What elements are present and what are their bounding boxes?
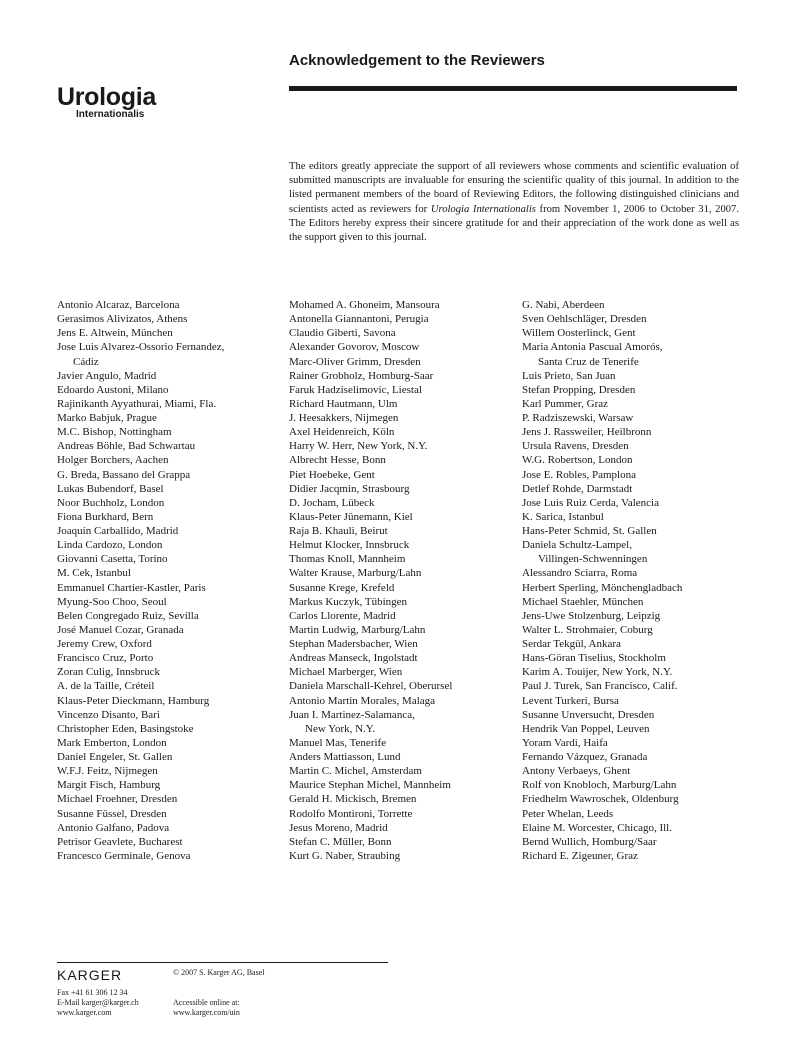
reviewer-entry: Fiona Burkhard, Bern (57, 510, 154, 523)
reviewer-column-2 (289, 298, 517, 863)
reviewer-entry: Alexander Govorov, Moscow (289, 341, 420, 354)
reviewer-entry: Mohamed A. Ghoneim, Mansoura (289, 299, 440, 311)
reviewer-entry: Daniela Marschall-Kehrel, Oberursel (289, 680, 453, 693)
reviewer-column-1 (57, 298, 285, 863)
reviewer-entry: Hans-Peter Schmid, St. Gallen (522, 525, 657, 537)
reviewer-entry: Luis Prieto, San Juan (522, 369, 616, 382)
reviewer-entry: Jens E. Altwein, München (57, 327, 173, 340)
reviewer-entry: Antony Verbaeys, Ghent (522, 765, 631, 778)
reviewer-entry: Klaus-Peter Jünemann, Kiel (289, 510, 413, 523)
reviewer-entry: W.G. Robertson, London (522, 454, 633, 467)
reviewer-entry: Rolf von Knobloch, Marburg/Lahn (522, 779, 677, 792)
reviewer-entry: Helmut Klocker, Innsbruck (289, 539, 410, 552)
reviewer-entry: D. Jocham, Lübeck (289, 496, 375, 509)
reviewer-entry: Peter Whelan, Leeds (522, 807, 614, 820)
reviewer-entry: Faruk Hadziselimovic, Liestal (289, 383, 422, 396)
reviewer-entry: Willem Oosterlinck, Gent (522, 327, 636, 340)
reviewer-entry: Maurice Stephan Michel, Mannheim (289, 779, 451, 792)
reviewer-entry: Elaine M. Worcester, Chicago, Ill. (522, 821, 672, 834)
reviewer-entry: Serdar Tekgül, Ankara (522, 638, 621, 650)
reviewer-entry: Sven Oehlschläger, Dresden (522, 313, 647, 326)
reviewer-entry: G. Breda, Bassano del Grappa (57, 468, 191, 481)
reviewer-entry: Claudio Giberti, Savona (289, 327, 396, 340)
reviewer-entry: Daniela Schultz-Lampel, (522, 539, 632, 552)
reviewer-entry: José Manuel Cozar, Granada (57, 623, 184, 636)
reviewer-entry: Kurt G. Naber, Straubing (289, 849, 401, 862)
journal-logo-name: Urologia (57, 83, 156, 111)
reviewer-entry: Edoardo Austoni, Milano (57, 383, 169, 396)
reviewer-entry: Alessandro Sciarra, Roma (522, 567, 638, 580)
reviewer-entry: Juan I. Martinez-Salamanca, (289, 708, 415, 721)
footer-rule (57, 962, 388, 963)
page-title: Acknowledgement to the Reviewers (289, 52, 545, 69)
reviewer-entry: Myung-Soo Choo, Seoul (57, 595, 167, 608)
reviewer-entry: Francisco Cruz, Porto (57, 652, 154, 665)
reviewer-entry: Maria Antonia Pascual Amorós, (522, 341, 663, 354)
reviewer-entry: Piet Hoebeke, Gent (289, 468, 375, 481)
reviewer-entry: Rajinikanth Ayyathurai, Miami, Fla. (57, 397, 217, 410)
reviewer-entry: Martin C. Michel, Amsterdam (289, 765, 422, 778)
reviewer-entry: Susanne Füssel, Dresden (57, 807, 167, 820)
online-access-url: www.karger.com/uin (173, 1008, 240, 1017)
reviewer-entry: Marc-Oliver Grimm, Dresden (289, 355, 421, 368)
reviewer-entry: Manuel Mas, Tenerife (289, 736, 387, 749)
reviewer-entry: Jens J. Rassweiler, Heilbronn (522, 426, 652, 439)
reviewer-entry: Stephan Madersbacher, Wien (289, 638, 418, 650)
reviewer-entry: Margit Fisch, Hamburg (57, 779, 161, 792)
reviewer-entry: Francesco Germinale, Genova (57, 849, 191, 862)
reviewer-entry: Hans-Göran Tiselius, Stockholm (522, 652, 666, 665)
reviewer-entry: Belen Congregado Ruiz, Sevilla (57, 609, 199, 622)
reviewer-entry: Gerasimos Alivizatos, Athens (57, 313, 188, 326)
reviewer-entry-continued: Santa Cruz de Tenerife (538, 355, 639, 368)
intro-paragraph (289, 160, 739, 245)
reviewer-entry: Harry W. Herr, New York, N.Y. (289, 440, 428, 453)
reviewer-entry: Marko Babjuk, Prague (57, 412, 157, 424)
reviewer-entry: Carlos Llorente, Madrid (289, 609, 396, 622)
reviewer-entry: Michael Marberger, Wien (289, 666, 403, 679)
reviewer-entry: Antonio Alcaraz, Barcelona (57, 299, 180, 311)
reviewer-entry: Anders Mattiasson, Lund (289, 751, 401, 763)
reviewer-entry: Axel Heidenreich, Köln (289, 426, 395, 439)
reviewer-entry: Hendrik Van Poppel, Leuven (522, 722, 650, 735)
reviewer-entry: Markus Kuczyk, Tübingen (289, 595, 408, 608)
reviewer-entry: Albrecht Hesse, Bonn (289, 454, 386, 467)
copyright-notice: © 2007 S. Karger AG, Basel (173, 968, 265, 977)
publisher-website: www.karger.com (57, 1008, 112, 1017)
online-access (173, 998, 240, 1018)
reviewer-entry: Antonio Martin Morales, Malaga (289, 694, 436, 707)
reviewer-entry: Rodolfo Montironi, Torrette (289, 807, 413, 820)
reviewer-entry: Javier Angulo, Madrid (57, 369, 157, 382)
reviewer-entry: Jesus Moreno, Madrid (289, 821, 388, 834)
reviewer-entry: Vincenzo Disanto, Bari (57, 708, 160, 721)
email-address: E-Mail karger@karger.ch (57, 998, 139, 1007)
reviewer-entry: Noor Buchholz, London (57, 496, 165, 509)
intro-text-end: from November 1, 2006 to October 31, 2007. The Editors hereby express their sincere gratitude for and their appreciation of the work done as well as the support given to this journal. (289, 203, 739, 244)
reviewer-entry: Stefan C. Müller, Bonn (289, 835, 392, 848)
reviewer-entry: Detlef Rohde, Darmstadt (522, 482, 633, 495)
reviewer-entry: Karim A. Touijer, New York, N.Y. (522, 666, 673, 679)
reviewer-entry: Christopher Eden, Basingstoke (57, 722, 194, 735)
reviewer-entry: Linda Cardozo, London (57, 539, 163, 552)
reviewer-entry: Daniel Engeler, St. Gallen (57, 751, 173, 763)
reviewer-entry: Lukas Bubendorf, Basel (57, 482, 164, 495)
reviewer-entry: Thomas Knoll, Mannheim (289, 553, 406, 566)
reviewer-entry-continued: Villingen-Schwenningen (538, 553, 648, 566)
reviewer-entry: Rainer Grobholz, Homburg-Saar (289, 369, 434, 382)
reviewer-entry: Bernd Wullich, Homburg/Saar (522, 835, 657, 848)
reviewer-entry: Klaus-Peter Dieckmann, Hamburg (57, 694, 210, 707)
reviewer-entry: A. de la Taille, Créteil (57, 680, 155, 693)
reviewer-column-3 (522, 298, 750, 863)
reviewer-entry: Andreas Böhle, Bad Schwartau (57, 440, 196, 453)
reviewer-entry: Jose E. Robles, Pamplona (522, 468, 636, 481)
reviewer-entry: Yoram Vardi, Haifa (522, 736, 608, 749)
intro-journal-name: Urologia Internationalis (430, 203, 536, 215)
reviewer-entry-continued: Cádiz (73, 355, 99, 368)
reviewer-entry: Michael Froehner, Dresden (57, 793, 178, 806)
publisher-contact (57, 988, 139, 1018)
reviewer-entry: Karl Pummer, Graz (522, 397, 609, 410)
reviewer-entry: Ursula Ravens, Dresden (522, 440, 629, 453)
reviewer-entry: Gerald H. Mickisch, Bremen (289, 793, 417, 806)
reviewer-entry: Jens-Uwe Stolzenburg, Leipzig (522, 609, 661, 622)
reviewer-entry: Michael Staehler, München (522, 595, 644, 608)
reviewer-entry: Richard E. Zigeuner, Graz (522, 849, 638, 862)
reviewer-entry-continued: New York, N.Y. (305, 722, 376, 735)
title-rule (289, 86, 737, 91)
reviewer-entry: M.C. Bishop, Nottingham (57, 426, 172, 439)
reviewer-entry: Richard Hautmann, Ulm (289, 397, 398, 410)
reviewer-entry: Fernando Vázquez, Granada (522, 751, 648, 763)
intro-text-start: The editors greatly appreciate the support of all reviewers whose comments and scientific evaluation of submitted manuscripts are invaluable for ensuring the scientific quality of this journal. In addition to the listed permanent members of the board of Reviewing Editors, the following distinguished clinicians and scientists acted as reviewers for (289, 161, 739, 215)
reviewer-entry: Martin Ludwig, Marburg/Lahn (289, 623, 426, 636)
reviewer-entry: Paul J. Turek, San Francisco, Calif. (522, 680, 678, 693)
reviewer-entry: Emmanuel Chartier-Kastler, Paris (57, 581, 206, 594)
fax-number: Fax +41 61 306 12 34 (57, 988, 128, 997)
reviewer-entry: Jose Luis Ruiz Cerda, Valencia (522, 496, 659, 509)
reviewer-entry: M. Cek, Istanbul (57, 567, 131, 580)
reviewer-entry: P. Radziszewski, Warsaw (522, 412, 634, 424)
reviewer-entry: Andreas Manseck, Ingolstadt (289, 652, 418, 665)
reviewer-entry: Jeremy Crew, Oxford (57, 638, 152, 650)
reviewer-entry: Herbert Sperling, Mönchengladbach (522, 581, 683, 594)
reviewer-entry: Joaquín Carballido, Madrid (57, 525, 179, 537)
reviewer-entry: Jose Luis Alvarez-Ossorio Fernandez, (57, 341, 225, 354)
reviewer-entry: Friedhelm Wawroschek, Oldenburg (522, 793, 679, 806)
reviewer-entry: Susanne Krege, Krefeld (289, 581, 395, 594)
reviewer-entry: G. Nabi, Aberdeen (522, 299, 605, 311)
reviewer-entry: Antonella Giannantoni, Perugia (289, 313, 429, 326)
reviewer-entry: Zoran Culig, Innsbruck (57, 666, 160, 679)
reviewer-entry: Walter L. Strohmaier, Coburg (522, 623, 653, 636)
reviewer-entry: W.F.J. Feitz, Nijmegen (57, 765, 158, 778)
online-access-label: Accessible online at: (173, 998, 240, 1007)
reviewer-entry: Mark Emberton, London (57, 736, 167, 749)
reviewer-entry: J. Heesakkers, Nijmegen (289, 412, 399, 424)
reviewer-entry: Levent Turkeri, Bursa (522, 694, 619, 707)
reviewer-entry: Petrisor Geavlete, Bucharest (57, 835, 183, 848)
journal-logo-subtitle: Internationalis (76, 109, 145, 120)
reviewer-entry: Raja B. Khauli, Beirut (289, 525, 388, 537)
reviewer-entry: Didier Jacqmin, Strasbourg (289, 482, 410, 495)
reviewer-entry: Giovanni Casetta, Torino (57, 553, 168, 566)
reviewer-entry: Holger Borchers, Aachen (57, 454, 169, 467)
reviewer-entry: Susanne Unversucht, Dresden (522, 708, 655, 721)
reviewer-entry: Antonio Galfano, Padova (57, 821, 170, 834)
reviewer-entry: Walter Krause, Marburg/Lahn (289, 567, 422, 580)
reviewer-entry: K. Sarica, Istanbul (522, 510, 604, 523)
reviewer-entry: Stefan Propping, Dresden (522, 383, 636, 396)
publisher-logo: KARGER (57, 967, 123, 983)
